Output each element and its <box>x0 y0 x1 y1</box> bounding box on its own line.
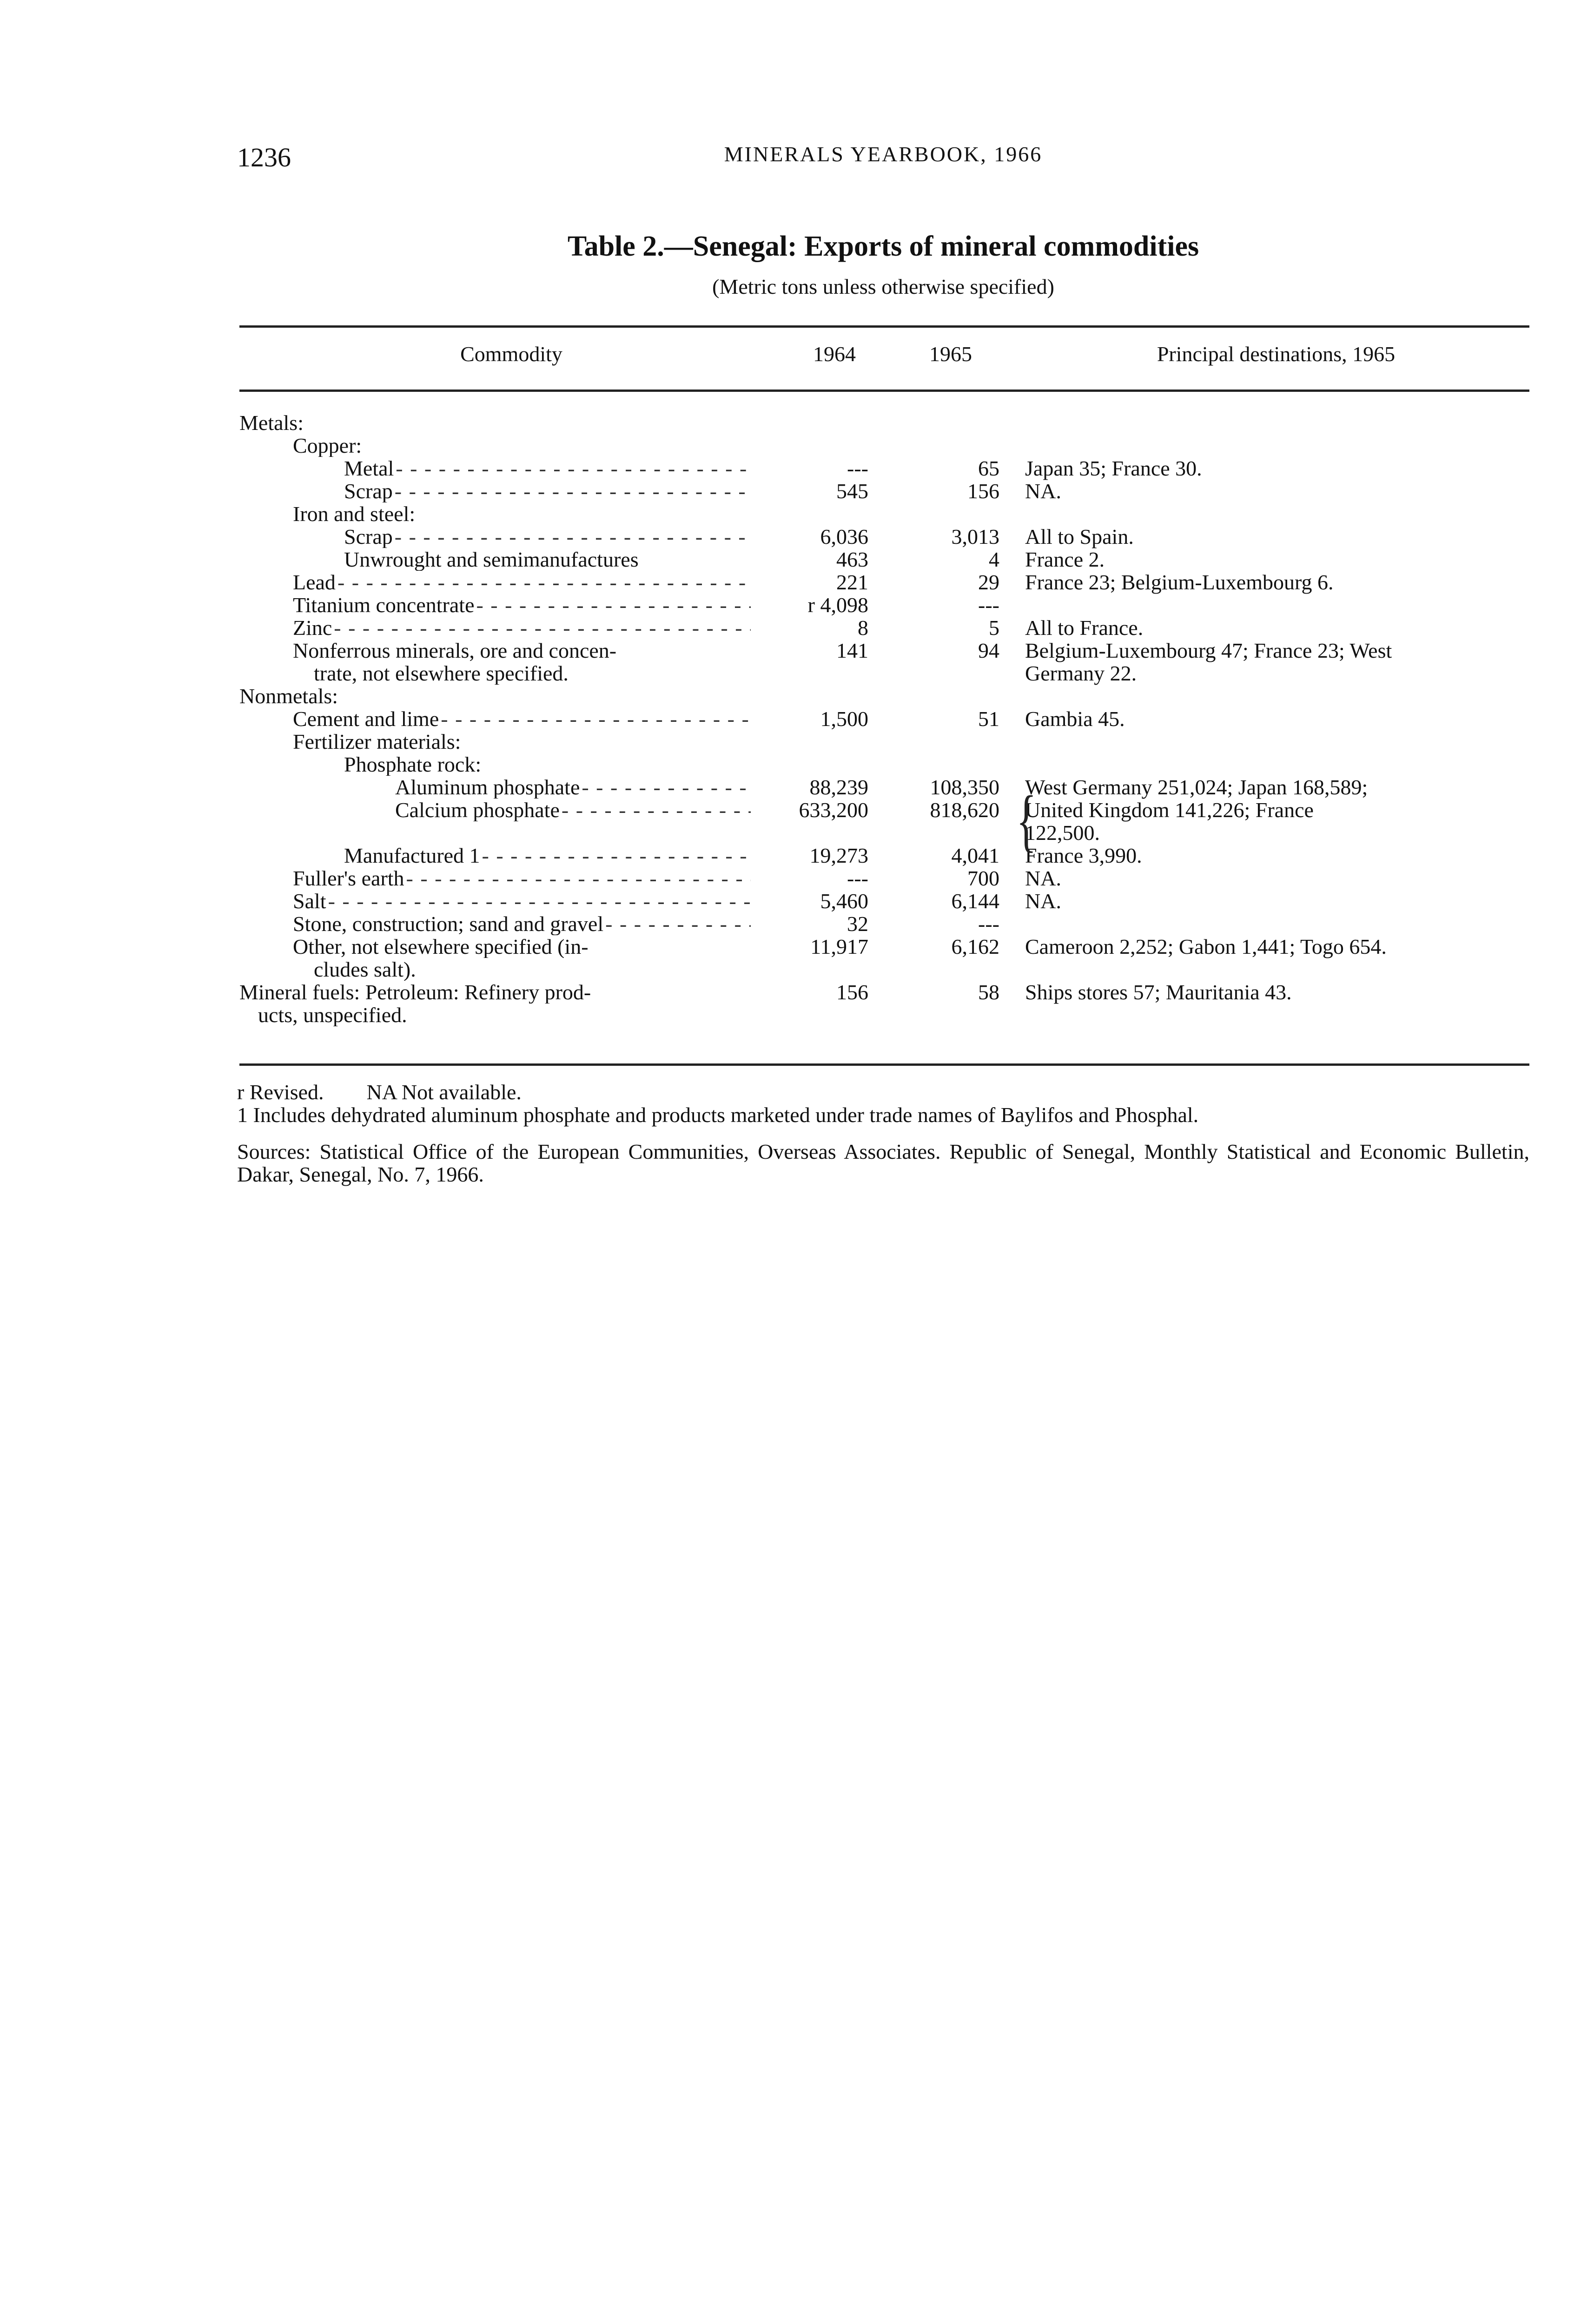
commodity-cell <box>239 525 751 548</box>
table-row <box>0 958 1594 981</box>
dot-leaders <box>404 867 751 890</box>
value-1964: 6,036 <box>820 525 868 548</box>
destination-cell: France 23; Belgium-Luxembourg 6. <box>1025 570 1334 594</box>
commodity-label: Aluminum phosphate <box>395 776 580 799</box>
commodity-cell <box>239 457 751 480</box>
sources-note: Sources: Statistical Office of the European Communities, Overseas Associates. Republic of Senegal, Monthly Statistical and Economic Bulletin, Dakar, Senegal, No. 7, 1966. <box>237 1140 1529 1186</box>
dot-leaders <box>332 616 751 639</box>
commodity-cell <box>239 707 751 730</box>
table-row <box>0 981 1594 1004</box>
commodity-label: Nonferrous minerals, ore and concen- <box>293 639 617 662</box>
table-top-rule <box>239 325 1529 328</box>
value-1965: 108,350 <box>930 775 999 799</box>
dot-leaders <box>336 571 751 594</box>
value-1964: 633,200 <box>799 798 868 822</box>
table-row <box>0 434 1594 457</box>
commodity-cell <box>239 730 751 753</box>
commodity-label: Unwrought and semimanufactures <box>344 548 639 571</box>
commodity-cell <box>239 662 751 685</box>
table-row <box>0 662 1594 685</box>
commodity-cell <box>239 867 751 890</box>
commodity-cell <box>239 548 751 571</box>
commodity-label: Metals: <box>239 411 304 434</box>
dot-leaders <box>560 799 751 821</box>
destination-cell: NA. <box>1025 866 1061 890</box>
destination-cell: All to France. <box>1025 616 1144 640</box>
footnote-revised: r Revised. <box>237 1080 324 1104</box>
table-row <box>0 457 1594 480</box>
destination-cell: Gambia 45. <box>1025 707 1125 731</box>
commodity-label: Cement and lime <box>293 707 439 730</box>
table-row <box>0 730 1594 753</box>
table-body <box>0 411 1594 1026</box>
value-1964: 545 <box>836 479 868 503</box>
table-row <box>0 571 1594 594</box>
commodity-label: Metal <box>344 457 394 480</box>
value-1965: 6,144 <box>951 889 999 913</box>
dot-leaders <box>393 480 751 502</box>
commodity-cell <box>239 890 751 912</box>
table-row <box>0 616 1594 639</box>
table-row <box>0 525 1594 548</box>
value-1964: 156 <box>836 980 868 1004</box>
value-1964: 32 <box>847 912 868 936</box>
commodity-label: Scrap <box>344 525 393 548</box>
commodity-label: Mineral fuels: Petroleum: Refinery prod- <box>239 981 591 1004</box>
value-1964: 11,917 <box>810 935 868 958</box>
commodity-label: cludes salt). <box>314 958 416 981</box>
destination-cell: NA. <box>1025 889 1061 913</box>
commodity-cell <box>239 571 751 594</box>
table-row <box>0 639 1594 662</box>
footnotes <box>237 1081 1529 1186</box>
destination-cell: Ships stores 57; Mauritania 43. <box>1025 980 1292 1004</box>
destination-cell: Cameroon 2,252; Gabon 1,441; Togo 654. <box>1025 935 1387 958</box>
value-1965: --- <box>978 912 999 936</box>
table-row <box>0 912 1594 935</box>
value-1965: 94 <box>978 639 999 662</box>
table-row <box>0 753 1594 776</box>
value-1964: 8 <box>858 616 868 640</box>
value-1965: 4,041 <box>951 844 999 867</box>
commodity-label: Stone, construction; sand and gravel <box>293 912 604 935</box>
commodity-cell <box>239 958 751 981</box>
value-1964: 1,500 <box>820 707 868 731</box>
commodity-label: Manufactured 1 <box>344 844 480 867</box>
destination-cell: France 3,990. <box>1025 844 1142 867</box>
table-row <box>0 867 1594 890</box>
value-1964: 221 <box>836 570 868 594</box>
table-row <box>0 821 1594 844</box>
table-row <box>0 594 1594 616</box>
commodity-cell <box>239 411 751 434</box>
destination-cell: Belgium-Luxembourg 47; France 23; West <box>1025 639 1392 662</box>
destination-cell: NA. <box>1025 479 1061 503</box>
commodity-label: trate, not elsewhere specified. <box>314 662 569 685</box>
commodity-cell <box>239 776 751 799</box>
footnote-1: 1 Includes dehydrated aluminum phosphate and products marketed under trade names of Baylifos and Phosphal. <box>237 1103 1199 1127</box>
column-header-1965: 1965 <box>929 342 972 366</box>
page-number: 1236 <box>237 142 291 172</box>
commodity-cell <box>239 616 751 639</box>
commodity-cell <box>239 594 751 616</box>
table-row <box>0 548 1594 571</box>
table-row <box>0 844 1594 867</box>
running-head: MINERALS YEARBOOK, 1966 <box>724 142 1043 166</box>
value-1965: 6,162 <box>951 935 999 958</box>
table-row <box>0 411 1594 434</box>
value-1965: 58 <box>978 980 999 1004</box>
dot-leaders <box>580 776 751 799</box>
value-1965: 65 <box>978 456 999 480</box>
commodity-label: Lead <box>293 571 336 594</box>
commodity-label: Zinc <box>293 616 332 639</box>
value-1964: 88,239 <box>809 775 868 799</box>
commodity-cell <box>239 1004 751 1026</box>
dot-leaders <box>603 912 751 935</box>
destination-cell: West Germany 251,024; Japan 168,589; <box>1025 775 1368 799</box>
footnote-abbreviations <box>237 1081 1529 1103</box>
grouping-brace: { <box>1016 782 1037 859</box>
table-row <box>0 935 1594 958</box>
table-subtitle: (Metric tons unless otherwise specified) <box>712 275 1054 298</box>
commodity-cell <box>239 753 751 776</box>
commodity-cell <box>239 502 751 525</box>
page-header <box>237 142 1529 179</box>
commodity-label: Scrap <box>344 480 393 502</box>
value-1965: 818,620 <box>930 798 999 822</box>
footnote-na: NA Not available. <box>366 1080 522 1104</box>
commodity-label: Nonmetals: <box>239 685 338 707</box>
commodity-cell <box>239 935 751 958</box>
commodity-label: Copper: <box>293 434 362 457</box>
value-1964: --- <box>847 866 868 890</box>
dot-leaders <box>393 525 751 548</box>
table-row <box>0 480 1594 502</box>
value-1965: 5 <box>989 616 999 640</box>
destination-cell: Japan 35; France 30. <box>1025 456 1202 480</box>
dot-leaders <box>439 707 751 730</box>
value-1965: 29 <box>978 570 999 594</box>
column-header-commodity: Commodity <box>460 342 562 366</box>
commodity-label: Phosphate rock: <box>344 753 482 776</box>
value-1965: 51 <box>978 707 999 731</box>
value-1964: 19,273 <box>809 844 868 867</box>
table-bottom-rule <box>239 1063 1529 1066</box>
table-row <box>0 685 1594 707</box>
commodity-label: Salt <box>293 890 326 912</box>
value-1965: --- <box>978 593 999 617</box>
dot-leaders <box>480 844 751 867</box>
table-row <box>0 799 1594 821</box>
destination-cell: France 2. <box>1025 548 1105 571</box>
table-title: Table 2.—Senegal: Exports of mineral commodities <box>567 231 1199 262</box>
commodity-label: Fuller's earth <box>293 867 404 890</box>
column-header-1964: 1964 <box>813 342 856 366</box>
column-header-rule <box>239 390 1529 392</box>
commodity-label: Other, not elsewhere specified (in- <box>293 935 589 958</box>
value-1964: 141 <box>836 639 868 662</box>
value-1964: 463 <box>836 548 868 571</box>
commodity-label: Calcium phosphate <box>395 799 560 821</box>
table-row <box>0 502 1594 525</box>
destination-cell: United Kingdom 141,226; France <box>1025 798 1314 822</box>
commodity-cell <box>239 685 751 707</box>
commodity-cell <box>239 799 751 821</box>
commodity-label: ucts, unspecified. <box>258 1004 407 1026</box>
commodity-cell <box>239 844 751 867</box>
commodity-cell <box>239 480 751 502</box>
commodity-label: Titanium concentrate <box>293 594 475 616</box>
dot-leaders <box>394 457 751 480</box>
destination-cell: 122,500. <box>1025 821 1100 845</box>
table-row <box>0 1004 1594 1026</box>
table-row <box>0 707 1594 730</box>
value-1964: --- <box>847 456 868 480</box>
commodity-cell <box>239 912 751 935</box>
table-row <box>0 890 1594 912</box>
commodity-cell <box>239 981 751 1004</box>
destination-cell: Germany 22. <box>1025 661 1137 685</box>
table-row <box>0 776 1594 799</box>
destination-cell: All to Spain. <box>1025 525 1134 548</box>
value-1965: 700 <box>967 866 999 890</box>
value-1964: 5,460 <box>820 889 868 913</box>
value-1965: 3,013 <box>951 525 999 548</box>
column-header-destinations: Principal destinations, 1965 <box>1157 342 1396 366</box>
dot-leaders <box>474 594 751 616</box>
value-1965: 4 <box>989 548 999 571</box>
commodity-cell <box>239 434 751 457</box>
commodity-label: Iron and steel: <box>293 502 416 525</box>
value-1965: 156 <box>967 479 999 503</box>
value-1964: r 4,098 <box>807 593 868 617</box>
commodity-cell <box>239 639 751 662</box>
dot-leaders <box>326 890 751 912</box>
commodity-label: Fertilizer materials: <box>293 730 461 753</box>
